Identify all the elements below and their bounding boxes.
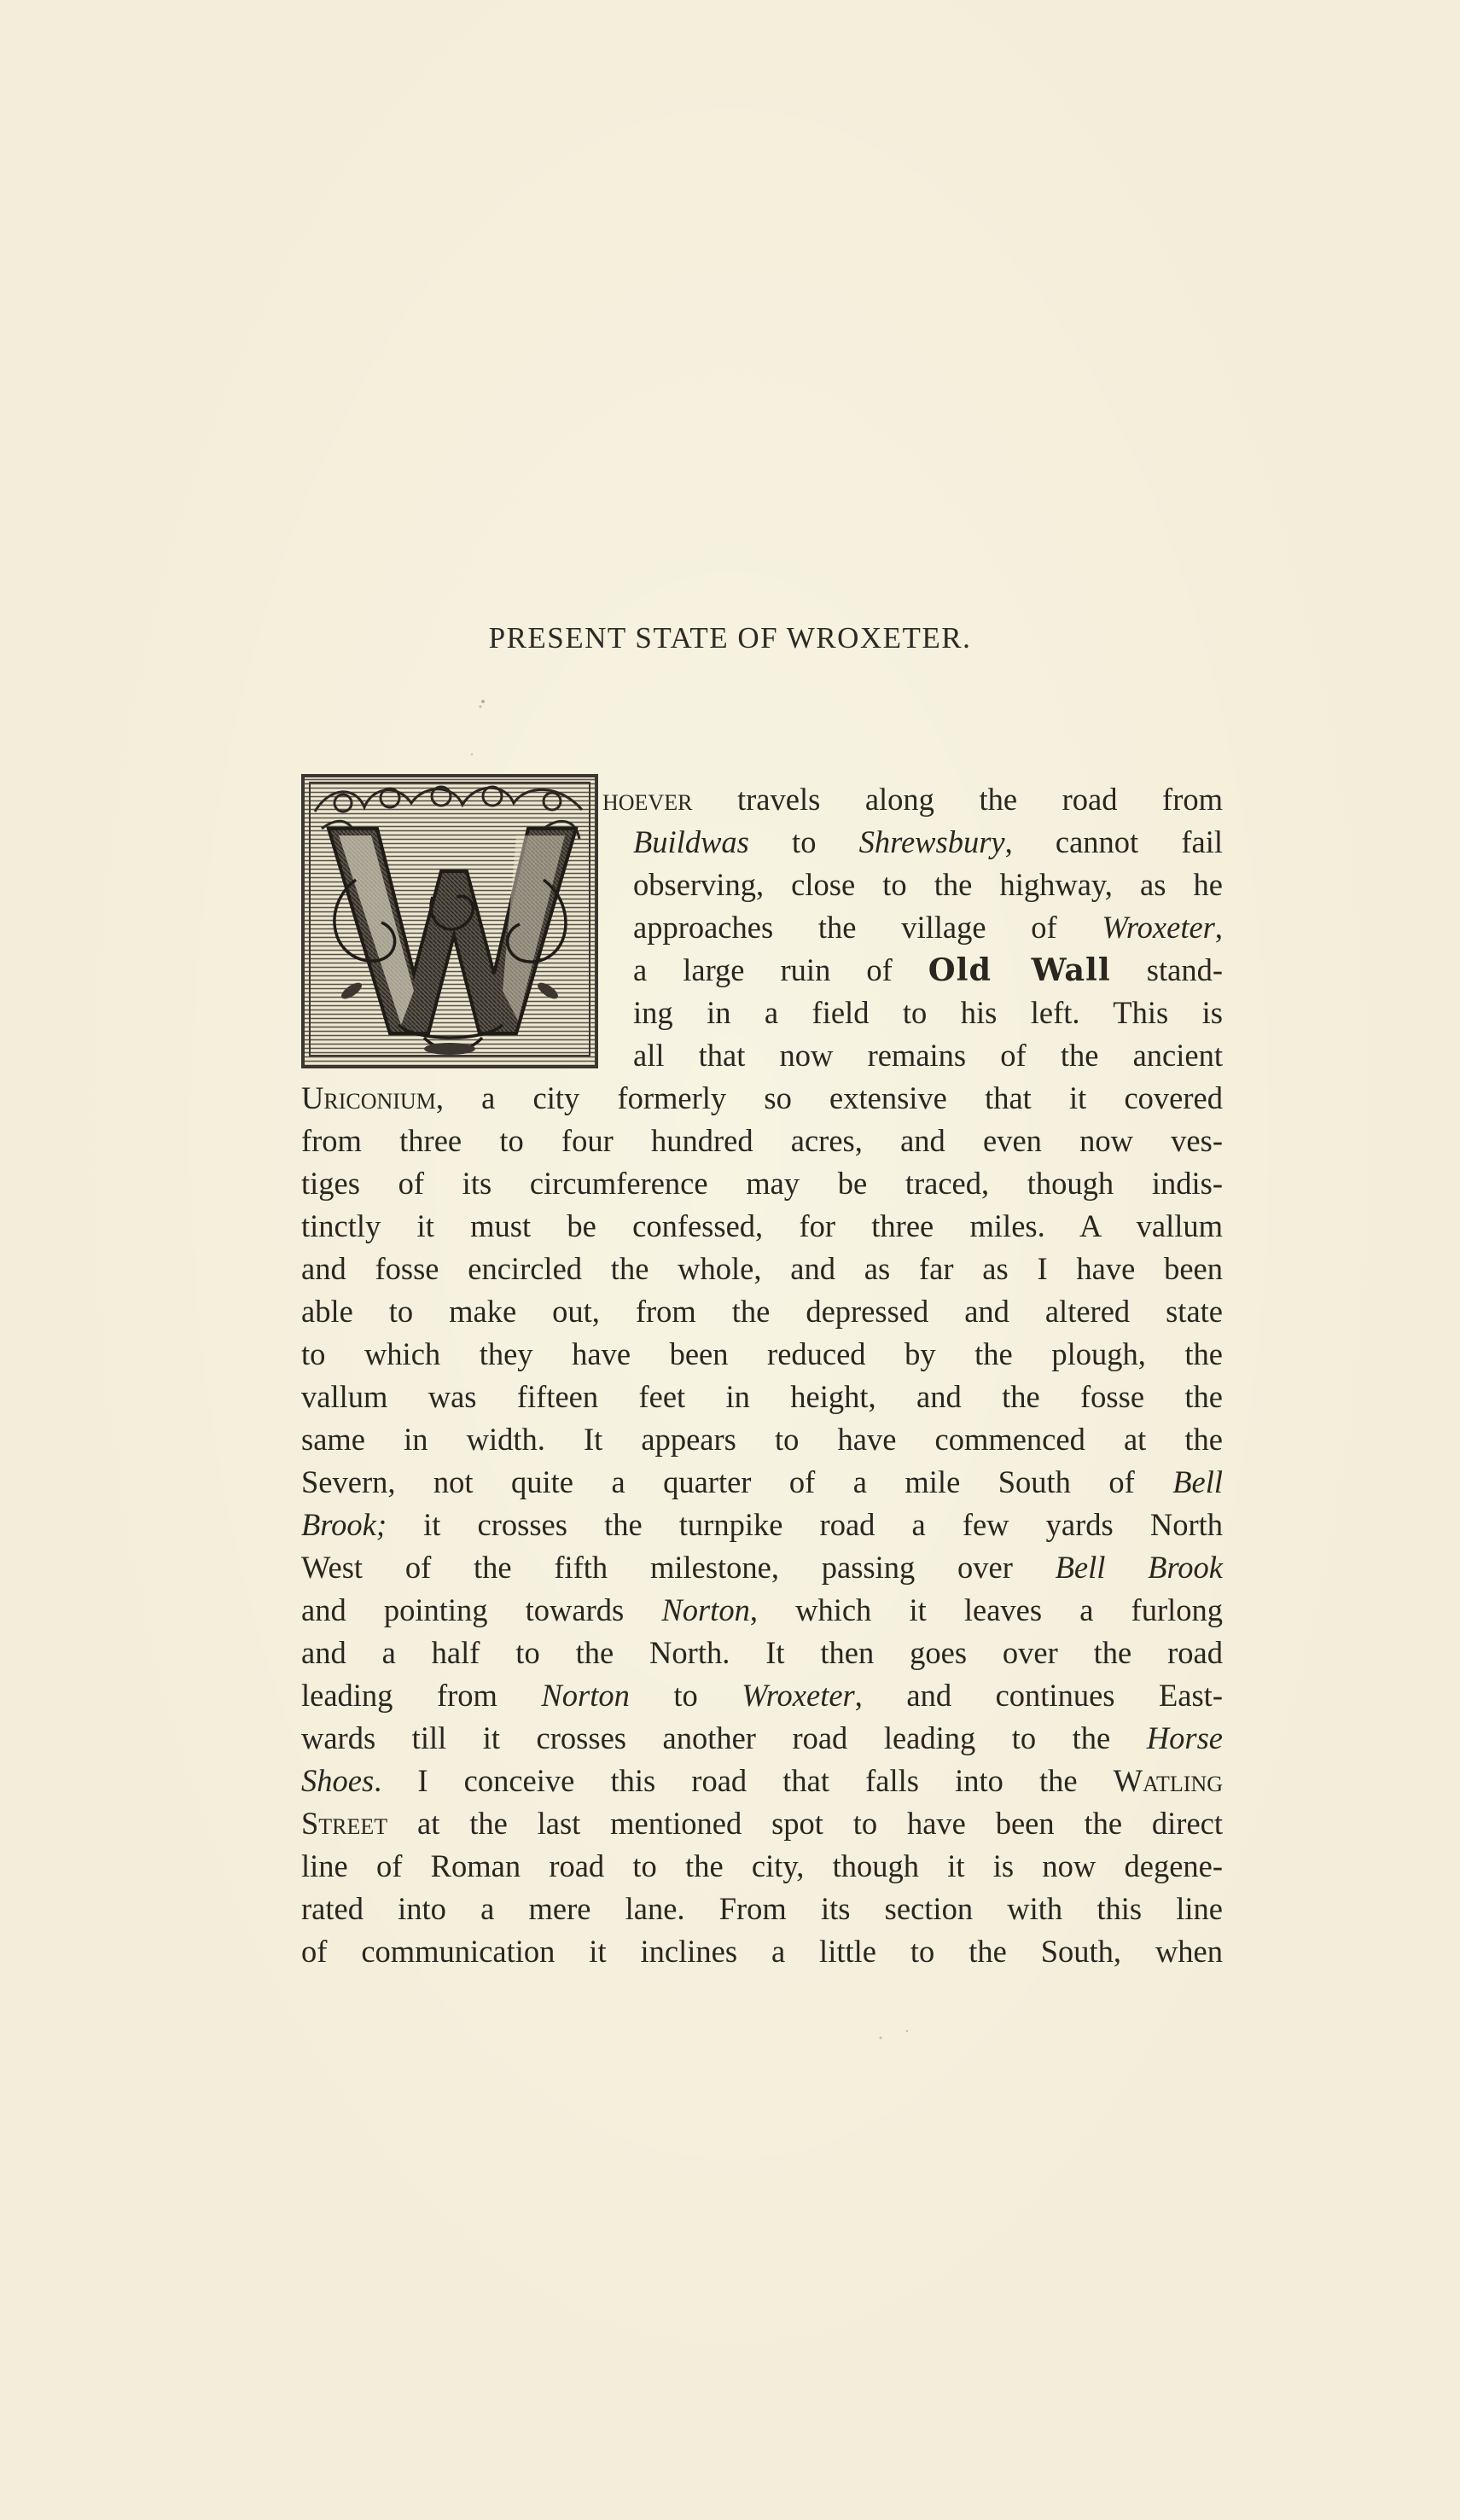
text-line: tiges of its circumference may be traced, though indis- xyxy=(301,1166,1223,1201)
text-line: wards till it crosses another road leading to the Horse xyxy=(301,1720,1223,1755)
text-line: Street at the last mentioned spot to have been the direct xyxy=(301,1806,1223,1841)
text-line: approaches the village of Wroxeter, xyxy=(633,910,1223,945)
text-line: observing, close to the highway, as he xyxy=(633,867,1223,902)
text-line: of communication it inclines a little to the South, when xyxy=(301,1934,1223,1969)
text-line: Shoes. I conceive this road that falls into the Watling xyxy=(301,1763,1223,1798)
drop-cap-initial xyxy=(301,774,598,1068)
text-line: Uriconium, a city formerly so extensive that it covered xyxy=(301,1080,1223,1115)
text-line: leading from Norton to Wroxeter, and continues East- xyxy=(301,1678,1223,1713)
text-line: and fosse encircled the whole, and as far as I have been xyxy=(301,1251,1223,1286)
text-line: a large ruin of Old Wall stand- xyxy=(633,952,1224,988)
text-line: Buildwas to Shrewsbury, cannot fail xyxy=(633,824,1223,859)
text-line: able to make out, from the depressed and altered state xyxy=(301,1294,1223,1329)
chapter-title: PRESENT STATE OF WROXETER. xyxy=(488,621,972,655)
text-line: rated into a mere lane. From its section with this line xyxy=(301,1891,1223,1926)
text-line: tinctly it must be confessed, for three miles. A vallum xyxy=(301,1208,1223,1243)
text-line: line of Roman road to the city, though it is now degene- xyxy=(301,1848,1223,1883)
text-line: West of the fifth milestone, passing over Bell Brook xyxy=(301,1550,1224,1585)
text-line: hoever travels along the road from xyxy=(602,782,1223,817)
text-line: and pointing towards Norton, which it leaves a furlong xyxy=(301,1592,1223,1627)
text-line: all that now remains of the ancient xyxy=(633,1038,1223,1073)
text-line: Severn, not quite a quarter of a mile South of Bell xyxy=(301,1464,1223,1499)
text-line: Brook; it crosses the turnpike road a few yards North xyxy=(301,1507,1223,1542)
decorated-letter-w-icon xyxy=(305,777,595,1065)
text-line: to which they have been reduced by the plough, the xyxy=(301,1336,1223,1371)
text-line: and a half to the North. It then goes over the road xyxy=(301,1635,1223,1670)
text-line: from three to four hundred acres, and even now ves- xyxy=(301,1123,1223,1158)
text-line: ing in a field to his left. This is xyxy=(633,995,1223,1030)
text-line: vallum was fifteen feet in height, and the fosse the xyxy=(301,1379,1223,1414)
text-line: same in width. It appears to have commenced at the xyxy=(301,1422,1223,1457)
